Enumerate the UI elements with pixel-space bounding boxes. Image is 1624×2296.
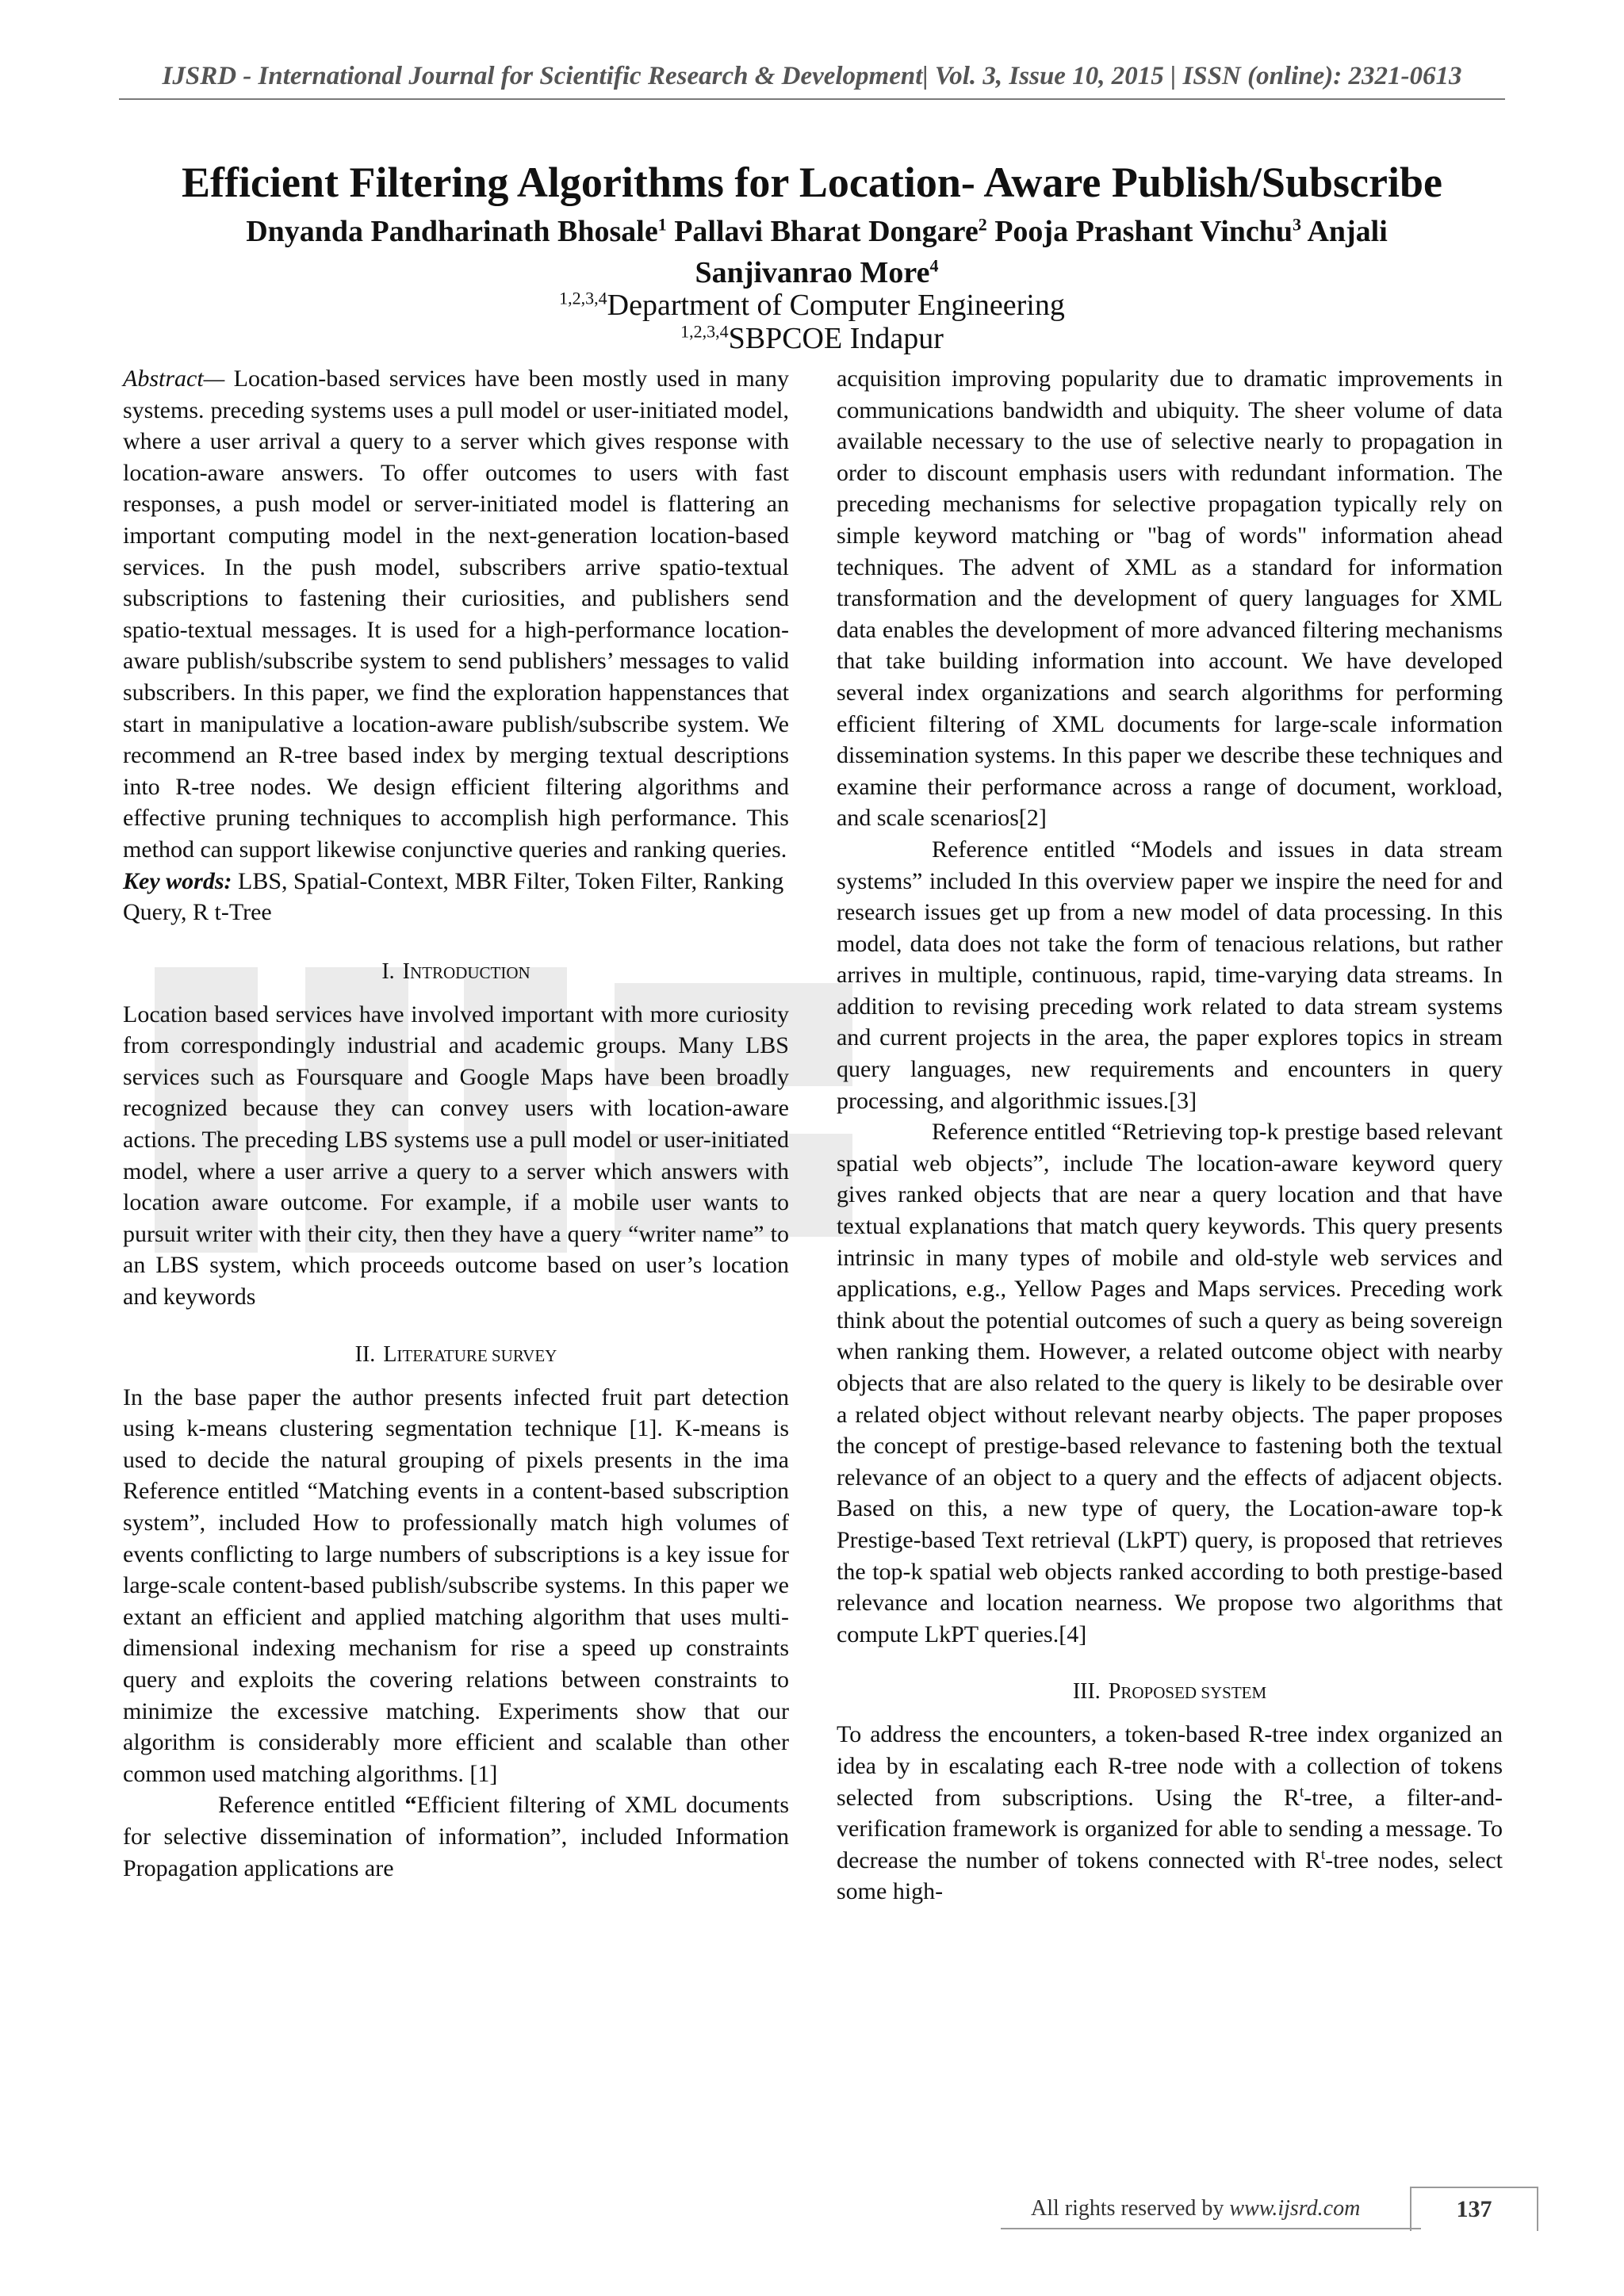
author-mark: 2 xyxy=(978,214,987,235)
author-mark: 1 xyxy=(657,214,667,235)
abstract-label: Abstract— xyxy=(123,365,225,392)
author-mark: 3 xyxy=(1293,214,1302,235)
section-heading-literature-survey: II. LITERATURE SURVEY xyxy=(354,1341,557,1367)
abstract xyxy=(123,363,789,866)
affiliation-marks: 1,2,3,4 xyxy=(680,321,729,342)
affiliation-text: SBPCOE Indapur xyxy=(728,322,944,355)
section-heading-introduction: I. INTRODUCTION xyxy=(381,959,530,984)
footer-rule xyxy=(1001,2228,1421,2229)
running-header: IJSRD - International Journal for Scientific Research & Development| Vol. 3, Issue 10, 2015 | ISSN (online): 2321-0613 xyxy=(162,62,1462,90)
author-name: Anjali Sanjivanrao More xyxy=(695,215,1388,289)
literature-paragraph-2-continued: acquisition improving popularity due to dramatic improvements in communications bandwidth and ubiquity. The sheer volume of data available necessary to the use of selective nearly to propagation in order to discount emphasis users with redundant information. The preceding mechanisms for selective propagation typically rely on simple keyword matching or "bag of words" information ahead techniques. The advent of XML as a standard for information transformation and the development of query languages for XML data enables the development of more advanced filtering mechanisms that take building information into account. We have developed several index organizations and search algorithms for performing efficient filtering of XML documents for large-scale information dissemination systems. In this paper we describe these techniques and examine their performance across a range of document, workload, and scale scenarios[2] xyxy=(837,365,1503,832)
author-mark: 4 xyxy=(929,255,939,276)
page-number: 137 xyxy=(1410,2187,1538,2231)
keywords-text: LBS, Spatial-Context, MBR Filter, Token Filter, Ranking Query, R t-Tree xyxy=(123,867,784,926)
paper-title: Efficient Filtering Algorithms for Location- Aware Publish/Subscribe xyxy=(182,159,1442,206)
author-name: Pallavi Bharat Dongare xyxy=(674,215,979,248)
right-column xyxy=(837,363,1503,1908)
literature-paragraph-2: Reference entitled “Efficient filtering of XML documents for selective dissemination of information”, included Information Propagation applications are xyxy=(123,1792,789,1881)
proposed-system-paragraph: To address the encounters, a token-based R-tree index organized an idea by in escalating each R-tree node with a collection of tokens selected from subscriptions. Using the $R^t$-tree, a filter-and-verification framework is organized for able to sending a message. To decrease the number of tokens connected with $R^t$-tree nodes, select some high- xyxy=(837,1721,1503,1905)
literature-paragraph-1: In the base paper the author presents infected fruit part detection using k-means clustering segmentation technique [1]. K-means is used to decide the natural grouping of pixels presents in the ima Reference entitled “Matching events in a content-based subscription system”, included How to professionally match high volumes of events conflicting to large numbers of subscriptions is a key issue for large-scale content-based publish/subscribe systems. In this paper we extant an efficient and applied matching algorithm that uses multi-dimensional indexing mechanism for rise a speed up constraints query and exploits the covering relations between constraints to minimize the excessive matching. Experiments show that our algorithm is considerably more efficient and scalable than other common used matching algorithms. [1] xyxy=(123,1383,789,1787)
header-rule xyxy=(119,98,1505,100)
literature-paragraph-3: Reference entitled “Models and issues in data stream systems” included In this overview paper we inspire the need for and research issues get up from a new model of data processing. In this model, data does not take the form of tenacious relations, but rather arrives in multiple, continuous, rapid, time-varying data streams. In addition to revising preceding work related to data stream systems and current projects in the area, the paper explores topics in stream query languages, new requirements and encounters in query processing, and algorithmic issues.[3] xyxy=(837,836,1503,1114)
author-name: Dnyanda Pandharinath Bhosale xyxy=(246,215,658,248)
keywords xyxy=(123,866,789,928)
keywords-label: Key words: xyxy=(123,867,232,894)
footer-site-link[interactable]: www.ijsrd.com xyxy=(1229,2196,1361,2221)
literature-paragraph-4: Reference entitled “Retrieving top-k prestige based relevant spatial web objects”, include The location-aware keyword query gives ranked objects that are near a query location and that have textual explanations that match query keywords. This query presents intrinsic in many types of mobile and old-style web services and applications, e.g., Yellow Pages and Maps services. Preceding work think about the potential outcomes of such a query as being sovereign when ranking them. However, a related outcome object with nearby objects that are also related to the query is likely to be desirable over a related object without relevant nearby objects. The paper proposes the concept of prestige-based relevance to fastening both the textual relevance of an object to a query and the effects of adjacent objects. Based on this, a new type of query, the Location-aware top-k Prestige-based Text retrieval (LkPT) query, is proposed that retrieves the top-k spatial web objects ranked according to both prestige-based relevance and location nearness. We propose two algorithms that compute LkPT queries.[4] xyxy=(837,1119,1503,1647)
footer-rights: All rights reserved by www.ijsrd.com xyxy=(1031,2196,1361,2221)
section-heading-proposed-system: III. PROPOSED SYSTEM xyxy=(1072,1679,1267,1705)
affiliation-department xyxy=(0,287,1624,323)
affiliation-marks: 1,2,3,4 xyxy=(559,288,607,308)
introduction-paragraph: Location based services have involved important with more curiosity from correspondingly industrial and academic groups. Many LBS services such as Foursquare and Google Maps have been broadly recognized because they can convey users with location-aware actions. The preceding LBS systems use a pull model or user-initiated model, where a user arrive a query to a server which answers with location aware outcome. For example, if a mobile user wants to pursuit writer with their city, then they have a query “writer name” to an LBS system, which proceeds outcome based on user’s location and keywords xyxy=(123,1001,789,1311)
left-column xyxy=(123,363,789,1884)
author-name: Pooja Prashant Vinchu xyxy=(994,215,1293,248)
abstract-text: Location-based services have been mostly used in many systems. preceding systems uses a pull model or user-initiated model, where a user arrival a query to a server which gives response with location-aware answers. To offer outcomes to users with fast responses, a push model or server-initiated model is flattering an important computing model in the next-generation location-based services. In the push model, subscribers arrive spatio-textual subscriptions to fastening their curiosities, and publishers send spatio-textual messages. It is used for a high-performance location-aware publish/subscribe system to send publishers’ messages to valid subscribers. In this paper, we find the exploration happenstances that start in manipulative a location-aware publish/subscribe system. We recommend an R-tree based index by merging textual descriptions into R-tree nodes. We design efficient filtering algorithms and effective pruning techniques to accomplish high performance. This method can support likewise conjunctive queries and ranking queries. xyxy=(123,365,789,863)
affiliation-college xyxy=(0,320,1624,357)
affiliation-text: Department of Computer Engineering xyxy=(607,289,1065,322)
author-list xyxy=(167,211,1467,293)
